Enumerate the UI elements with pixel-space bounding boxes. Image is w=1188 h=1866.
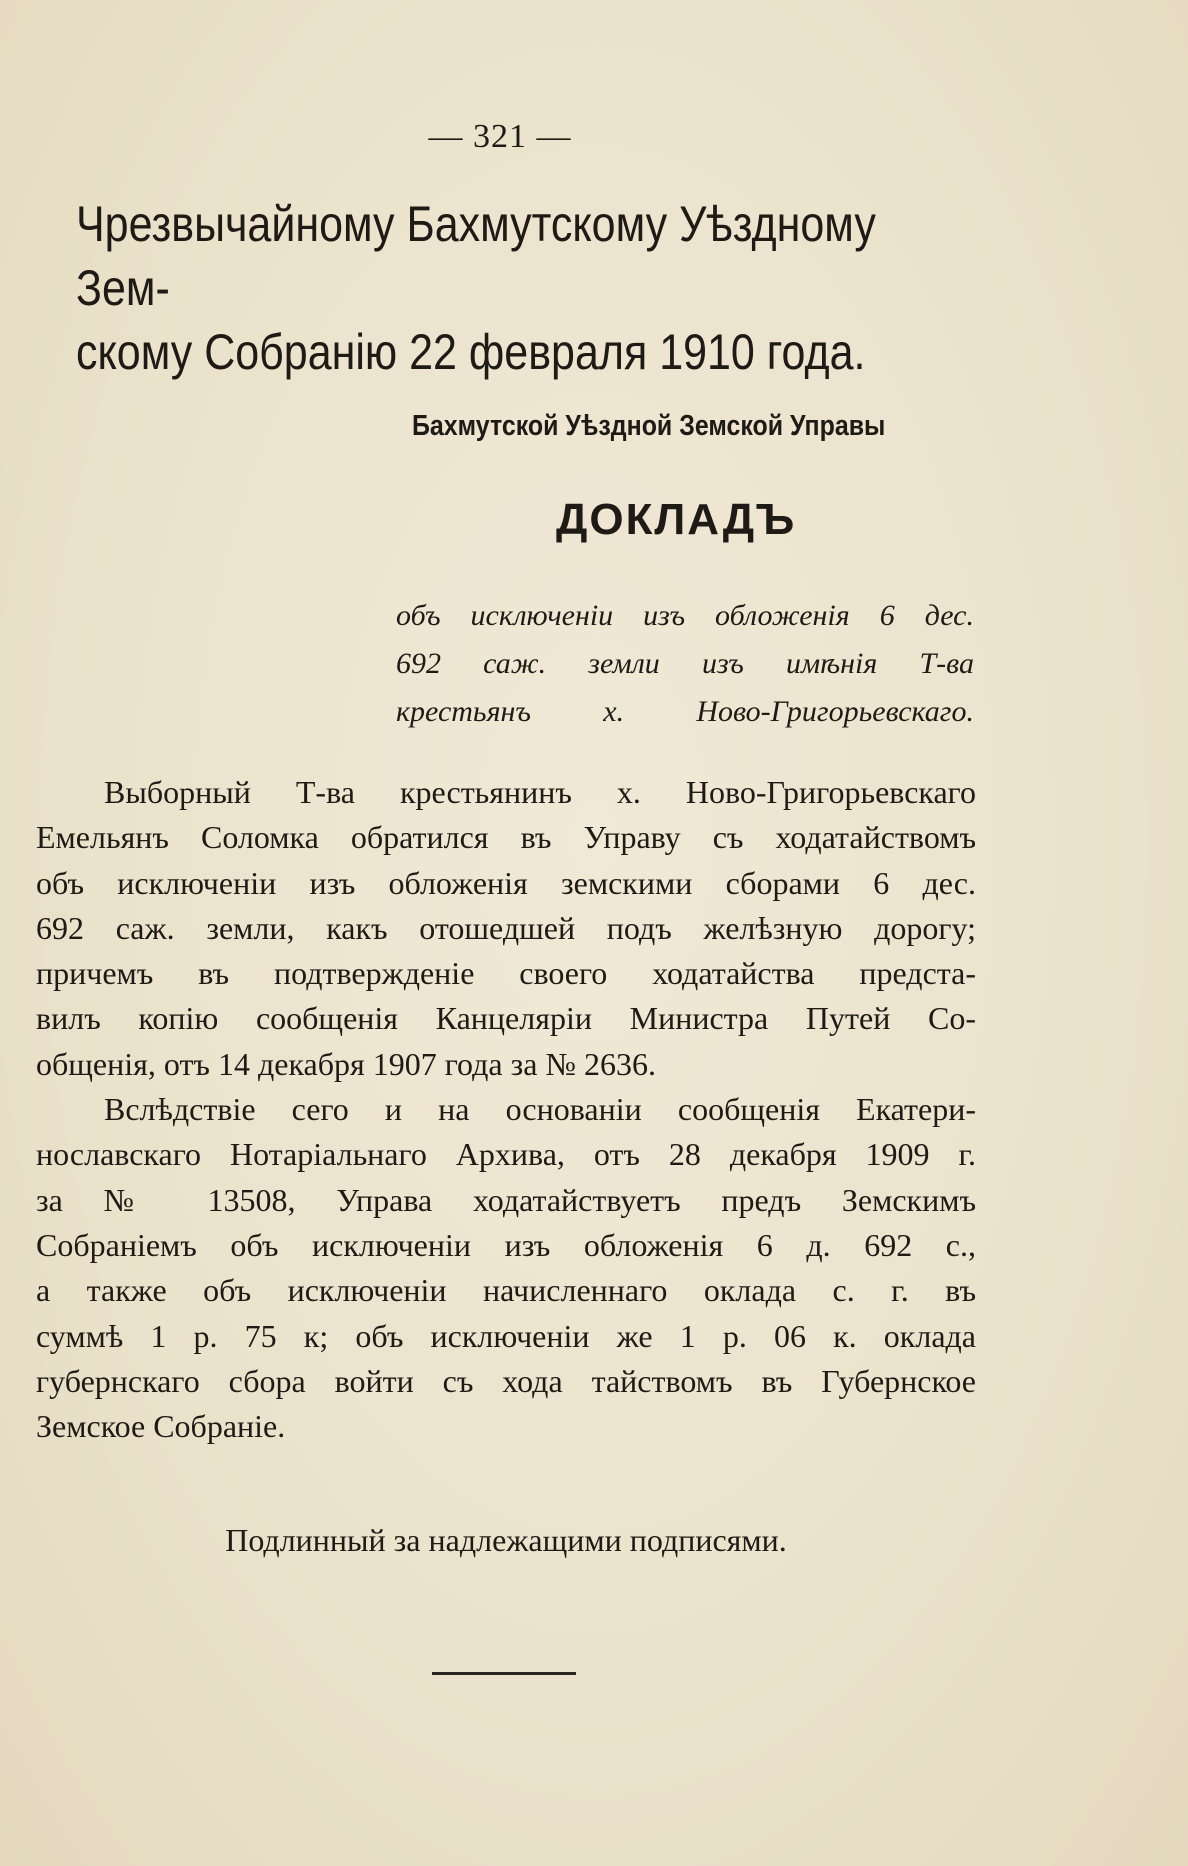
signature-note: Подлинный за надлежащими подписями. [225,1522,787,1558]
document-type-heading: ДОКЛАДЪ [556,495,797,544]
paragraph-2 [36,1087,976,1449]
title-line-2: скому Собранію 22 февраля 1910 года. [76,324,866,380]
paragraph-1 [36,770,976,1087]
paragraph-line: нославскаго Нотаріальнаго Архива, отъ 28 декабря 1909 г. [36,1136,976,1173]
paragraph-line: причемъ въ подтвержденіе своего ходатайства предста- [36,955,976,992]
page-number: — 321 — [428,118,572,155]
subject-line-3: крестьянъ х. Ново-Григорьевскаго. [396,695,974,728]
paragraph-line: за № 13508, Управа ходатайствуетъ предъ Земскимъ [36,1181,976,1218]
subject-line-1: объ исключеніи изъ обложенія 6 дес. [396,599,974,632]
paragraph-line: а также объ исключеніи начисленнаго оклада с. г. въ [36,1272,976,1309]
report-body [36,770,976,1449]
paragraph-line: общенія, отъ 14 декабря 1907 года за № 2636. [36,1045,656,1082]
paragraph-line: объ исключеніи изъ обложенія земскими сборами 6 дес. [36,864,976,901]
paragraph-line: Выборный Т-ва крестьянинъ х. Ново-Григорьевскаго [104,774,976,810]
paragraph-line: суммѣ 1 р. 75 к; объ исключеніи же 1 р. 06 к. оклада [36,1317,976,1354]
paragraph-line: Вслѣдствіе сего и на основаніи сообщенія Екатери- [104,1091,976,1128]
paragraph-line: Емельянъ Соломка обратился въ Управу съ ходатайствомъ [36,819,976,856]
document-title [76,192,975,384]
subject-line-2: 692 саж. земли изъ имѣнія Т-ва [396,647,974,680]
paragraph-line: Собраніемъ объ исключеніи изъ обложенія 6 д. 692 с., [36,1226,976,1263]
paragraph-line: 692 саж. земли, какъ отошедшей подъ желѣзную дорогу; [36,909,976,946]
paragraph-line: вилъ копію сообщенія Канцеляріи Министра Путей Со- [36,1000,976,1037]
paragraph-line: губернскаго сбора войти съ хода тайствомъ въ Губернское [36,1362,976,1399]
closing-rule [432,1672,576,1675]
title-line-1: Чрезвычайному Бахмутскому Уѣздному Зем- [76,196,876,316]
issuer-heading: Бахмутской Уѣздной Земской Управы [412,410,886,442]
paragraph-line: Земское Собраніе. [36,1408,286,1445]
document-subject [396,592,974,736]
